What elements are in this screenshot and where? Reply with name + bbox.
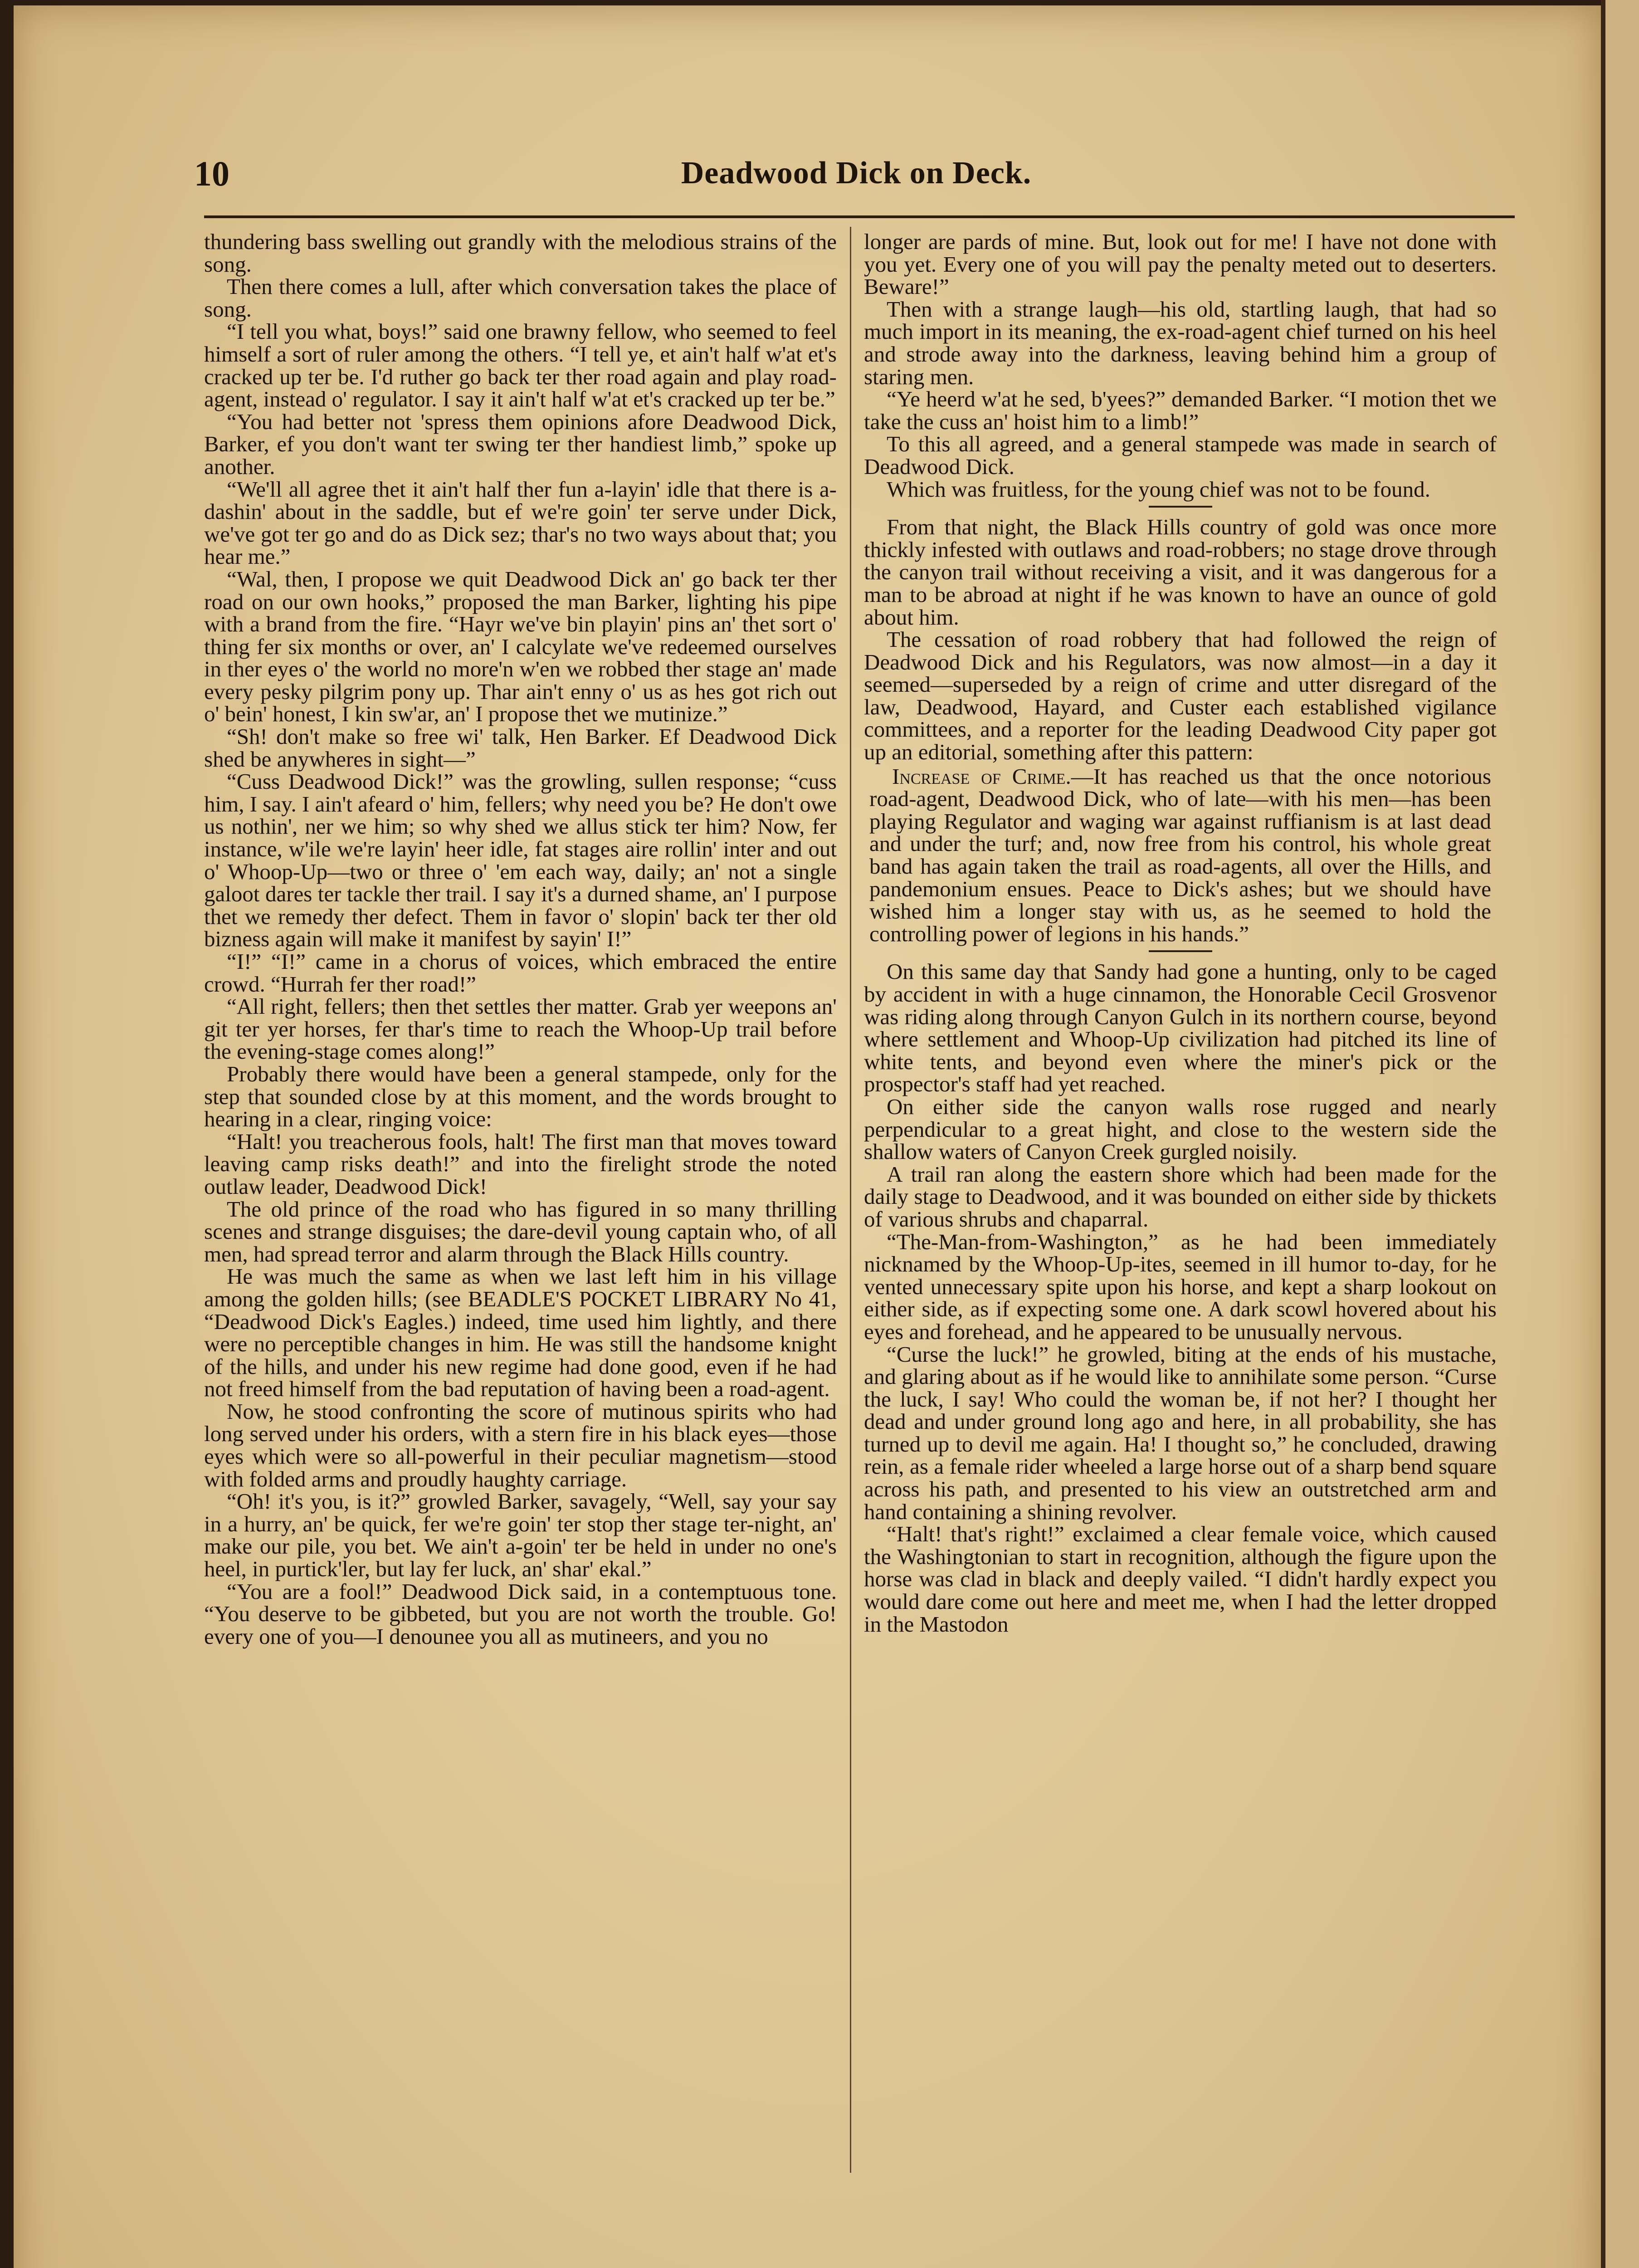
right-column — [864, 230, 1497, 2172]
paragraph: “Wal, then, I propose we quit Deadwood Dick an' go back ter ther road on our own hooks,” proposed the man Barker, lighting his pipe with a brand from the fire. “Hayr we've bin playin' pins an' thet sort o' thing fer six months or over, an' I calcylate we've redeemed ourselves in ther eyes o' the world no more'n w'en we robbed ther stage an' made every pesky pilgrim pony up. Thar ain't enny o' us as hes got rich out o' bein' honest, I kin sw'ar, an' I propose thet we mutinize.” — [204, 566, 837, 727]
editorial-quote — [864, 765, 1497, 945]
paragraph: Probably there would have been a general stampede, only for the step that sounded close by at this moment, and the words brought to hearing in a clear, ringing voice: — [204, 1061, 837, 1132]
paragraph: “I!” “I!” came in a chorus of voices, which embraced the entire crowd. “Hurrah fer ther road!” — [204, 949, 837, 997]
paragraph: The old prince of the road who has figured in so many thrilling scenes and strange disguises; the dare-devil young captain who, of all men, had spread terror and alarm through the Black Hills country. — [204, 1196, 837, 1266]
paragraph: “Oh! it's you, is it?” growled Barker, savagely, “Well, say your say in a hurry, an' be quick, fer we're goin' ter stop ther stage ter-night, an' make our pile, you bet. We ain't a-goin' ter be held in under no one's heel, in purtick'ler, but lay fer luck, an' shar' ekal.” — [204, 1489, 837, 1582]
paragraph: “Curse the luck!” he growled, biting at the ends of his mustache, and glaring about as if he would like to annihilate some person. “Curse the luck, I say! Who could the woman be, if not her? I thought her dead and under ground long ago and here, in all probability, she has turned up to devil me again. Ha! I thought so,” he concluded, drawing rein, as a female rider wheeled a large horse out of a sharp bend square across his path, and presented to his view an outstretched arm and hand containing a shining revolver. — [864, 1341, 1497, 1524]
adjacent-page-edge — [1601, 0, 1639, 2268]
paragraph: “You had better not 'spress them opinions afore Deadwood Dick, Barker, ef you don't want ter swing ter ther handiest limb,” spoke up another. — [204, 409, 837, 479]
paragraph: “The-Man-from-Washington,” as he had been immediately nicknamed by the Whoop-Up-ites, seemed in ill humor to-day, for he vented unnecessary spite upon his horse, and kept a sharp lookout on either side, as if expecting some one. A dark scowl hovered about his eyes and forehead, and he appeared to be unusually nervous. — [864, 1229, 1497, 1344]
paragraph: “You are a fool!” Deadwood Dick said, in a contemptuous tone. “You deserve to be gibbeted, but you are not worth the trouble. Go! every one of you—I denounee you all as mutineers, and you no — [204, 1579, 837, 1649]
page-number: 10 — [194, 154, 229, 193]
section-separator — [1149, 950, 1212, 952]
paragraph: To this all agreed, and a general stampede was made in search of Deadwood Dick. — [864, 431, 1497, 479]
page-header — [194, 145, 1518, 195]
paragraph: On either side the canyon walls rose rugged and nearly perpendicular to a great hight, and close to the western side the shallow waters of Canyon Creek gurgled noisily. — [864, 1094, 1497, 1164]
paragraph: “We'll all agree thet it ain't half ther fun a-layin' idle that there is a-dashin' about in the saddle, but ef we're goin' ter serve under Dick, we've got ter go and do as Dick sez; thar's no two ways about that; you hear me.” — [204, 476, 837, 569]
paragraph: “Sh! don't make so free wi' talk, Hen Barker. Ef Deadwood Dick shed be anywheres in sight—” — [204, 724, 837, 772]
paragraph: On this same day that Sandy had gone a hunting, only to be caged by accident in with a huge cinnamon, the Honorable Cecil Grosvenor was riding along through Canyon Gulch in its northern course, beyond where settlement and Whoop-Up civilization had pitched its line of white tents, and beyond even where the miner's pick or the prospector's staff had yet reached. — [864, 959, 1497, 1097]
paragraph: Which was fruitless, for the young chief was not to be found. — [887, 476, 1430, 502]
paragraph: “All right, fellers; then thet settles ther matter. Grab yer weepons an' git ter yer horses, fer thar's time to reach the Whoop-Up trail before the evening-stage comes along!” — [204, 994, 837, 1064]
paragraph: thundering bass swelling out grandly with the melodious strains of the song. — [204, 230, 837, 277]
paragraph: From that night, the Black Hills country of gold was once more thickly infested with outlaws and road-robbers; no stage drove through the canyon trail without receiving a visit, and it was dangerous for a man to be abroad at night if he was known to have an ounce of gold about him. — [864, 514, 1497, 630]
header-rule — [204, 215, 1515, 218]
running-title: Deadwood Dick on Deck. — [681, 156, 1032, 191]
paragraph: longer are pards of mine. But, look out for me! I have not done with you yet. Every one of you will pay the penalty meted out to deserters. Beware!” — [864, 230, 1497, 299]
paragraph: He was much the same as when we last left him in his village among the golden hills; (see BEADLE'S POCKET LIBRARY No 41, “Deadwood Dick's Eagles.) indeed, time used him lightly, and there were no perceptible changes in him. He was still the handsome knight of the hills, and under his new regime had done good, even if he had not freed himself from the bad reputation of having been a road-agent. — [204, 1264, 837, 1402]
editorial-text: —It has reached us that the once notorious road-agent, Deadwood Dick, who of late—with his men—has been playing Regulator and waging war against ruffianism is at last dead and under the turf; and, now free from his control, his whole great band has again taken the trail as road-agents, all over the Hills, and pandemonium ensues. Peace to Dick's ashes; but we should have wished him a longer stay with us, as he seemed to hold the controlling power of legions in his hands.” — [869, 763, 1492, 946]
paragraph: “Halt! that's right!” exclaimed a clear female voice, which caused the Washingtonian to start in recognition, although the figure upon the horse was clad in black and deeply vailed. “I didn't hardly expect you would dare come out here and meet me, when I had the letter dropped in the Mastodon — [864, 1521, 1497, 1637]
paragraph: “Halt! you treacherous fools, halt! The first man that moves toward leaving camp risks death!” and into the firelight strode the noted outlaw leader, Deadwood Dick! — [204, 1129, 837, 1199]
left-column — [204, 230, 837, 2172]
paragraph: Then with a strange laugh—his old, startling laugh, that had so much import in its meaning, the ex-road-agent chief turned on his heel and strode away into the darkness, leaving behind him a group of staring men. — [864, 296, 1497, 389]
column-divider — [850, 227, 851, 2173]
paragraph: Then there comes a lull, after which conversation takes the place of song. — [204, 274, 837, 322]
paragraph: “Cuss Deadwood Dick!” was the growling, sullen response; “cuss him, I say. I ain't afeard o' him, fellers; why need you be? He don't owe us nothin', ner we him; so why shed we allus stick ter him? Now, fer instance, w'ile we're layin' heer idle, fat stages aire rollin' inter and out o' Whoop-Up—two or three o' 'em each way, daily; an' not a single galoot dares ter tackle ther trail. I say it's a durned shame, an' I purpose thet we remedy ther defect. Them in favor o' slopin' back ter ther old bizness again will make it manifest by sayin' I!” — [204, 769, 837, 952]
section-separator — [1149, 506, 1212, 508]
paragraph: “Ye heerd w'at he sed, b'yees?” demanded Barker. “I motion thet we take the cuss an' hoist him to a limb!” — [864, 386, 1497, 434]
paragraph: The cessation of road robbery that had followed the reign of Deadwood Dick and his Regulators, was now almost—in a day it seemed—superseded by a reign of crime and utter disregard of the law, Deadwood, Hayard, and Custer each established vigilance committees, and a reporter for the leading Deadwood City paper got up an editorial, something after this pattern: — [864, 627, 1497, 765]
paragraph: A trail ran along the eastern shore which had been made for the daily stage to Deadwood, and it was bounded on either side by thickets of various shrubs and chaparral. — [864, 1161, 1497, 1232]
paragraph: Now, he stood confronting the score of mutinous spirits who had long served under his orders, with a stern fire in his black eyes—those eyes which were so all-powerful in their peculiar magnetism—stood with folded arms and proudly haughty carriage. — [204, 1398, 837, 1491]
editorial-heading: Increase of Crime. — [892, 763, 1071, 789]
paragraph: “I tell you what, boys!” said one brawny fellow, who seemed to feel himself a sort of ruler among the others. “I tell ye, et ain't half w'at et's cracked up ter be. I'd ruther go back ter ther road again and play road-agent, instead o' regulator. I say it ain't half w'at et's cracked up ter be.” — [204, 319, 837, 412]
